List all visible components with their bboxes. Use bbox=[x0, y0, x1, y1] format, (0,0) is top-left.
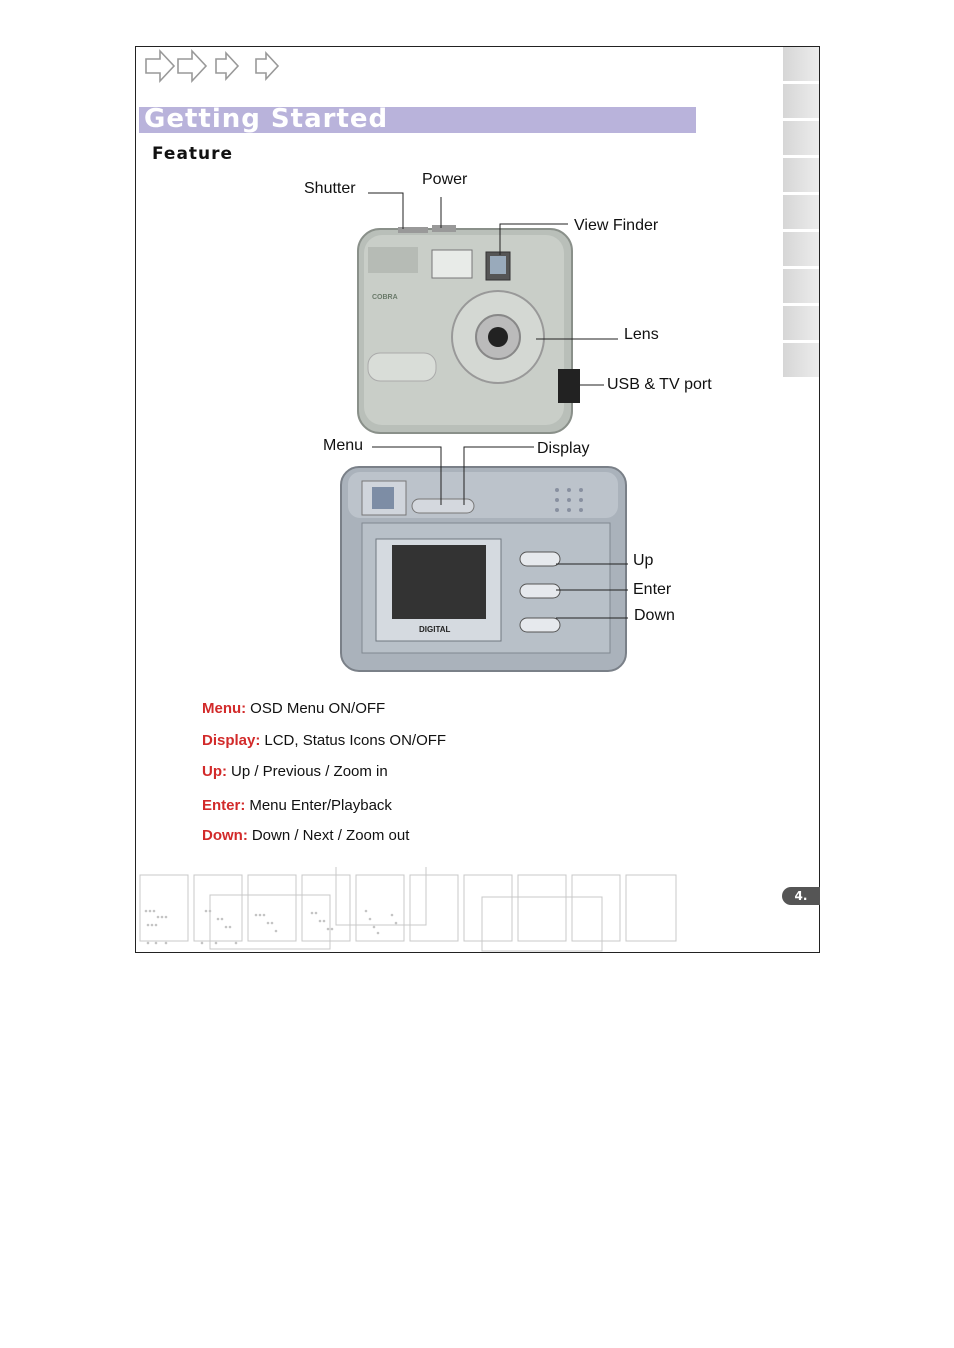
decorative-pattern bbox=[136, 867, 696, 953]
desc-value: Down / Next / Zoom out bbox=[251, 827, 410, 844]
callout-enter: Enter bbox=[633, 581, 672, 598]
desc-display bbox=[202, 732, 446, 749]
desc-key: Display: bbox=[202, 732, 261, 749]
callout-menu: Menu bbox=[323, 437, 364, 454]
callout-lens: Lens bbox=[624, 326, 659, 343]
desc-key: Down: bbox=[202, 827, 248, 844]
camera-illustrations bbox=[136, 47, 820, 707]
camera-brand-back: DIGITAL bbox=[419, 625, 451, 634]
callout-up: Up bbox=[633, 552, 654, 569]
desc-value: Up / Previous / Zoom in bbox=[231, 763, 388, 780]
callout-display: Display bbox=[537, 440, 590, 457]
callout-view-finder: View Finder bbox=[574, 217, 659, 234]
page-frame bbox=[135, 46, 820, 953]
desc-value: Menu Enter/Playback bbox=[249, 797, 392, 814]
camera-brand-front: COBRA bbox=[372, 294, 398, 301]
callout-usb-tv-port: USB & TV port bbox=[607, 376, 712, 393]
desc-up bbox=[202, 763, 388, 780]
callout-down: Down bbox=[634, 607, 675, 624]
camera-back-image bbox=[341, 467, 626, 671]
desc-key: Menu: bbox=[202, 700, 247, 717]
desc-key: Enter: bbox=[202, 797, 246, 814]
desc-value: OSD Menu ON/OFF bbox=[250, 700, 386, 717]
desc-menu bbox=[202, 700, 385, 717]
desc-value: LCD, Status Icons ON/OFF bbox=[264, 732, 447, 749]
callout-power: Power bbox=[422, 171, 468, 188]
section-heading: Feature bbox=[152, 144, 234, 164]
desc-down bbox=[202, 827, 409, 844]
desc-key: Up: bbox=[202, 763, 227, 780]
desc-enter bbox=[202, 797, 392, 814]
camera-front-image bbox=[358, 225, 580, 433]
page-number-badge: 4. bbox=[782, 887, 820, 905]
page-title: Getting Started bbox=[144, 104, 389, 134]
callout-shutter: Shutter bbox=[304, 180, 356, 197]
